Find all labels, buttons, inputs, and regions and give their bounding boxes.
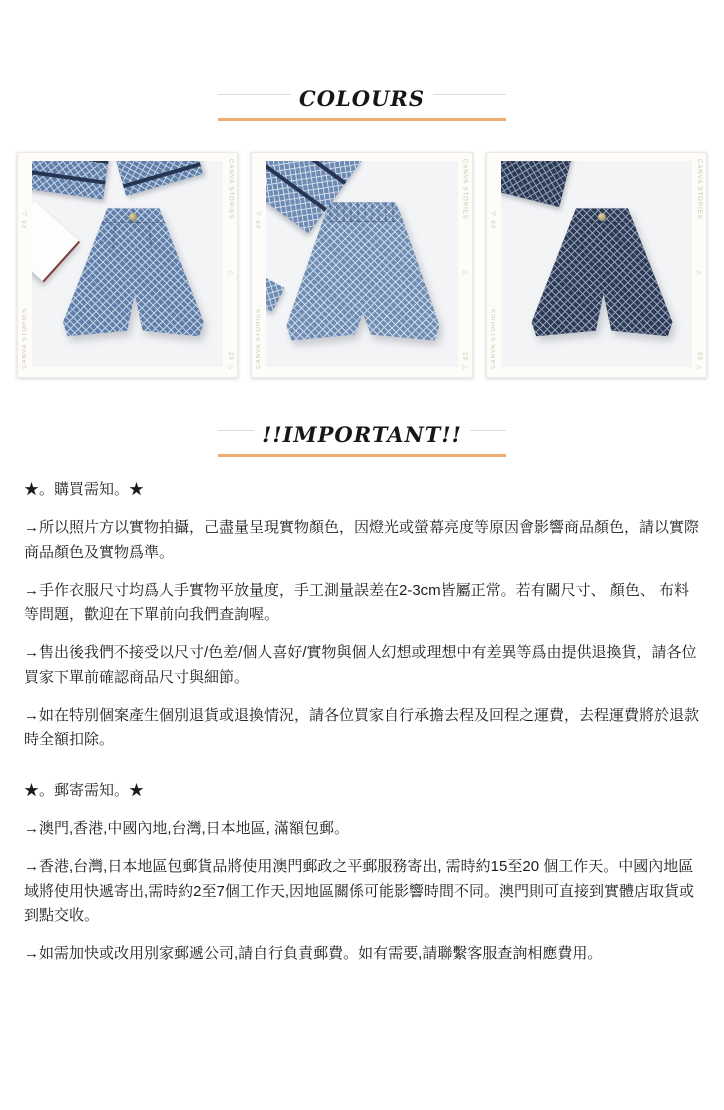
shorts-back-view [282,202,445,352]
film-edge-left: 23 ▷ CANVA STORIES [18,153,32,377]
shorts-front-view [526,208,679,350]
colours-section-header [218,86,506,121]
important-title: !!IMPORTANT!! [254,422,470,448]
arrow-icon: ▷ [695,363,702,371]
photo-area [32,161,223,367]
buy-note: →如在特別個案產生個別退貨或退換情況，請各位買家自行承擔去程及回程之運費，去程運費將於退款時全額扣除。 [24,707,700,749]
photo-area [501,161,692,367]
product-photo-light-blue-front[interactable] [17,152,238,378]
arrow-icon: ▷ [461,363,468,371]
frame-brand-label: CANVA STORIES [490,308,497,369]
shipping-notes-heading: ★。郵寄需知。★ [24,781,145,799]
arrow-icon: ▷ [490,209,497,217]
film-edge-left: 23 ▷ CANVA STORIES [487,153,501,377]
buy-note: →售出後我們不接受以尺寸/色差/個人喜好/實物與個人幻想或理想中有差異等爲由提供退換貨，請各位買家下單前確認商品尺寸與細節。 [24,644,697,686]
arrow-icon: ▷ [461,269,468,277]
buy-note: →所以照片方以實物拍攝，己盡量呈現實物顏色，因燈光或螢幕亮度等原因會影響商品顏色，請以實際商品顏色及實物爲準。 [24,519,700,561]
frame-brand-label: CANVA STORIES [227,159,234,220]
arrow-icon: ▷ [22,209,28,217]
arrow-icon: ▷ [256,209,263,217]
product-photo-strip [0,152,724,378]
product-photo-blue-back[interactable] [251,152,472,378]
arrow-icon: ▷ [695,269,702,277]
circle-motif [510,161,537,163]
arrow-icon: ▷ [227,269,234,277]
denim-jacket-scrap [501,161,577,207]
shipping-note: →如需加快或改用別家郵遞公司,請自行負責郵費。如有需要,請聯繫客服查詢相應費用。 [24,945,603,963]
film-edge-right: CANVA STORIES ▷ 23 ▷ [223,153,237,377]
arrow-icon: ▷ [227,363,234,371]
frame-brand-label: CANVA STORIES [22,308,28,369]
shipping-note: →香港,台灣,日本地區包郵貨品將使用澳門郵政之平郵服務寄出, 需時約15至20 個工作天。中國內地區域將使用快遞寄出,需時約2至7個工作天,因地區關係可能影響時間不同。澳門則可直接到實體店取貨或到點交收。 [24,858,695,924]
denim-sleeve-scrap [109,161,203,196]
elastic-waistband [329,202,397,222]
colours-title: COLOURS [291,86,433,112]
buy-notes-heading: ★。購買需知。★ [24,481,145,498]
frame-brand-label: CANVA STORIES [256,308,263,369]
film-edge-left: 23 ▷ CANVA STORIES [252,153,266,377]
film-edge-right: CANVA STORIES ▷ 23 ▷ [458,153,472,377]
photo-area [266,161,457,367]
important-section-header [218,422,506,457]
denim-jacket-scrap [32,161,113,199]
notes-section [0,478,724,966]
waist-button [598,213,606,221]
frame-brand-label: CANVA STORIES [695,159,702,220]
product-description-page [0,86,724,1110]
waist-button [129,213,137,221]
shipping-note: →澳門,香港,中國內地,台灣,日本地區, 滿額包郵。 [24,819,350,837]
product-photo-navy-front[interactable] [486,152,707,378]
shorts-front-view [57,208,210,350]
frame-brand-label: CANVA STORIES [461,159,468,220]
film-edge-right: CANVA STORIES ▷ 23 ▷ [692,153,706,377]
buy-note: →手作衣服尺寸均爲人手實物平放量度，手工測量誤差在2-3cm皆屬正常。若有關尺寸、 顏色、 布料等問題，歡迎在下單前向我們查詢喔。 [24,581,690,624]
